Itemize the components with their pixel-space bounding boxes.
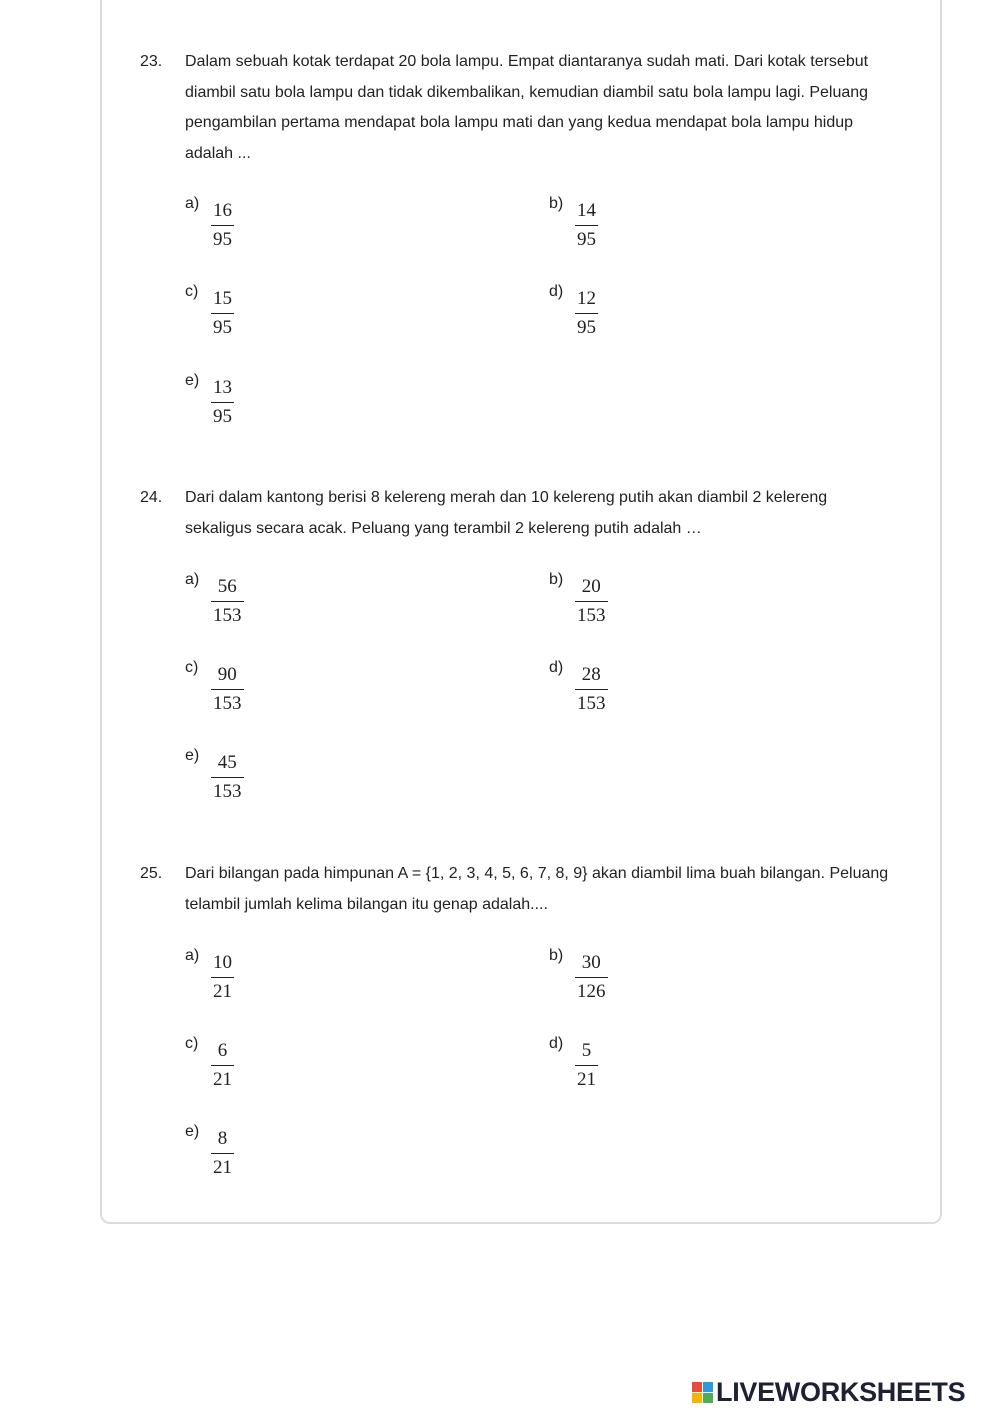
question-25: [140, 859, 900, 1199]
question-number: 23.: [140, 53, 163, 70]
fraction: [575, 951, 608, 1004]
option-label: c): [185, 283, 199, 300]
logo-square-2: [703, 1382, 713, 1392]
option-label: e): [185, 372, 200, 389]
numerator: 16: [213, 200, 232, 221]
option-a[interactable]: [185, 571, 385, 631]
fraction: [211, 1127, 234, 1180]
denominator: 95: [577, 317, 596, 338]
fraction: [211, 663, 244, 716]
question-23: [140, 47, 900, 447]
logo-square-4: [703, 1393, 713, 1403]
option-b[interactable]: [549, 195, 749, 255]
question-number: 25.: [140, 865, 163, 882]
fraction: [575, 575, 608, 628]
option-label: e): [185, 1123, 200, 1140]
fraction: [211, 376, 234, 429]
option-label: a): [185, 947, 200, 964]
numerator: 45: [217, 752, 237, 773]
logo-square-3: [692, 1393, 702, 1403]
denominator: 95: [213, 229, 232, 250]
fraction: [575, 663, 608, 716]
option-e[interactable]: [185, 372, 385, 432]
numerator: 30: [581, 952, 601, 973]
numerator: 15: [213, 288, 232, 309]
denominator: 126: [577, 981, 606, 1002]
fraction: [211, 1039, 234, 1092]
denominator: 153: [213, 605, 242, 626]
option-label: b): [549, 947, 564, 964]
denominator: 21: [213, 1157, 232, 1178]
option-label: e): [185, 747, 200, 764]
fraction: [211, 199, 234, 252]
option-label: d): [549, 283, 564, 300]
denominator: 153: [213, 693, 242, 714]
liveworksheets-logo-icon: [692, 1382, 713, 1403]
numerator: 10: [213, 952, 232, 973]
denominator: 95: [577, 229, 596, 250]
fraction: [211, 751, 244, 804]
brand-name: LIVEWORKSHEETS: [716, 1376, 966, 1407]
denominator: 153: [577, 693, 606, 714]
option-label: b): [549, 195, 564, 212]
option-b[interactable]: [549, 947, 749, 1007]
option-label: d): [549, 659, 564, 676]
denominator: 21: [213, 1069, 232, 1090]
fraction: [575, 199, 598, 252]
denominator: 95: [213, 317, 232, 338]
numerator: 56: [217, 576, 237, 597]
option-label: d): [549, 1035, 564, 1052]
option-c[interactable]: [185, 283, 385, 343]
fraction: [575, 287, 598, 340]
option-label: a): [185, 195, 200, 212]
option-c[interactable]: [185, 659, 385, 719]
option-e[interactable]: [185, 747, 385, 807]
numerator: 12: [577, 288, 596, 309]
fraction: [211, 575, 244, 628]
question-number: 24.: [140, 489, 163, 506]
numerator: 5: [581, 1040, 592, 1061]
denominator: 21: [577, 1069, 596, 1090]
numerator: 90: [217, 664, 237, 685]
fraction: [211, 951, 234, 1004]
question-24: [140, 483, 900, 823]
option-d[interactable]: [549, 659, 749, 719]
numerator: 28: [581, 664, 601, 685]
denominator: 153: [577, 605, 606, 626]
liveworksheets-logo[interactable]: [692, 1375, 965, 1409]
question-text: Dari bilangan pada himpunan A = {1, 2, 3, 4, 5, 6, 7, 8, 9} akan diambil lima buah bilangan. Peluang telambil jumlah kelima bilangan itu genap adalah....: [185, 865, 889, 913]
numerator: 14: [577, 200, 596, 221]
option-a[interactable]: [185, 947, 385, 1007]
numerator: 13: [213, 377, 232, 398]
question-text: Dari dalam kantong berisi 8 kelereng merah dan 10 kelereng putih akan diambil 2 kelereng sekaligus secara acak. Peluang yang terambil 2 kelereng putih adalah …: [185, 489, 828, 537]
fraction: [211, 287, 234, 340]
option-label: c): [185, 659, 199, 676]
option-b[interactable]: [549, 571, 749, 631]
option-e[interactable]: [185, 1123, 385, 1183]
numerator: 6: [217, 1040, 228, 1061]
numerator: 20: [581, 576, 601, 597]
option-label: b): [549, 571, 564, 588]
option-d[interactable]: [549, 283, 749, 343]
option-label: a): [185, 571, 200, 588]
denominator: 21: [213, 981, 232, 1002]
question-text: Dalam sebuah kotak terdapat 20 bola lampu. Empat diantaranya sudah mati. Dari kotak tersebut diambil satu bola lampu dan tidak dikembalikan, kemudian diambil satu bola lampu lagi. Peluang pengambilan pertama mendapat bola lampu mati dan yang kedua mendapat bola lampu hidup adalah ...: [185, 53, 869, 162]
option-a[interactable]: [185, 195, 385, 255]
fraction: [575, 1039, 598, 1092]
numerator: 8: [217, 1128, 228, 1149]
denominator: 153: [213, 781, 242, 802]
denominator: 95: [213, 406, 232, 427]
option-c[interactable]: [185, 1035, 385, 1095]
option-label: c): [185, 1035, 199, 1052]
option-d[interactable]: [549, 1035, 749, 1095]
logo-square-1: [692, 1382, 702, 1392]
